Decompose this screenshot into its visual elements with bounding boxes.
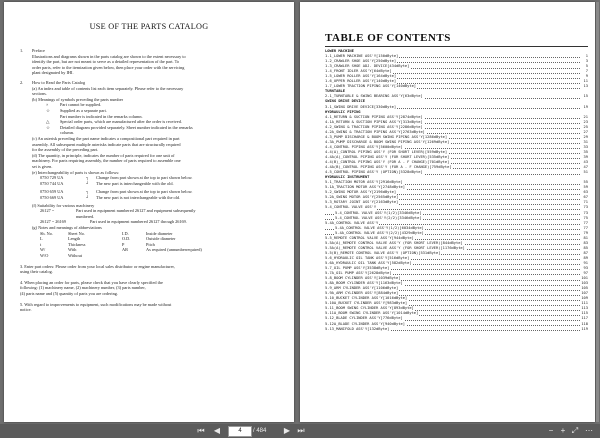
abbreviation-cell: Outside diameter [146, 236, 176, 242]
menu-icon[interactable]: ⋯ [585, 426, 593, 435]
toc-page-number: 1 [585, 54, 588, 59]
interchange-description: The new part is not interchangeable with the old. [96, 195, 181, 200]
toc-page-number: 5 [585, 64, 588, 69]
toc-page-number: 33 [583, 144, 588, 149]
paragraph-line: plant designated by IHI. [32, 70, 74, 76]
toc-entry-title: 5-5_REMOTE CONTROL VALVE ASS'Y[944dByte] [325, 235, 414, 240]
toc-entry-title: HYDRAULIC INSTRUMENT [325, 175, 370, 180]
toc-entry-title: 5-10_BUCKET CYLINDER ASS'Y[1016dByte] [325, 296, 408, 301]
toc-entry-title: 5-8A_BOOM CYLINDER ASS'Y[1163dByte] [325, 281, 403, 286]
toc-entry-title: 4-1_RETURN & SUCTION PIPING ASS'Y[2874dByte] [325, 114, 423, 119]
toc-page-number: 83 [583, 240, 588, 245]
toc-page-number: 93 [583, 266, 588, 271]
toc-entry-title: 4-4A(A)_CONTROL PIPING ASS'Y (FOR SHORT LEVER)[535dByte] [325, 154, 450, 159]
interchange-description: The new part is interchangeable with the old. [96, 180, 174, 186]
abbreviation-cell: Sh. No. [40, 230, 54, 236]
page-number-input[interactable]: 4 [228, 426, 252, 437]
toc-entry-title: 5-4A_CONTROL VALVE ASS'Y(1/2)[6034dByte] [335, 225, 424, 230]
toc-entry-title: 4-4(B)_CONTROL PIPING ASS'Y (FOR A - F CHANGE)[701dByte] [325, 160, 450, 165]
toc-page-number: 27 [583, 129, 588, 134]
paragraph-line: (c) An asterisk preceding the part name indicates a compositional part required in part [32, 136, 180, 141]
toc-entry-title: 4-5_CONTROL PIPING ASS'Y (OPTION)[5328dByte] [325, 170, 423, 175]
machine-range-description: Part used in equipment numbered 26127 through 26169. [90, 219, 187, 225]
part-code: 0750 744 UA [40, 180, 64, 186]
part-code: 0750 659 UA [40, 189, 64, 195]
toc-entry-title: 5-2A_SWING MOTOR ASS'Y[2565dByte] [325, 195, 399, 200]
part-code: 0750 669 UA [40, 195, 64, 200]
abbreviation-cell: P [122, 241, 125, 247]
toc-list [325, 49, 588, 332]
abbreviation-cell: I.D. [122, 230, 129, 236]
toc-entry-title: 5-7_OIL PUMP ASS'Y[3538dByte] [325, 266, 390, 271]
toc-page-number: 85 [583, 245, 588, 250]
toc-page-number: 118 [581, 321, 588, 326]
toc-page-number: 117 [581, 316, 588, 321]
toc-entry-title: 4-2A_SWING & TRACTION PIPING ASS'Y[2763dByte] [325, 129, 425, 134]
title-rule [325, 46, 588, 47]
toc-page-number: 47 [583, 165, 588, 170]
paragraph-line: Illustrations and diagrams shown in the parts catalog are shown to the extent necessary to [32, 53, 186, 59]
paragraph-line: (a) An index and table of contents list each item separately. Please refer to the necessary [32, 85, 184, 91]
toc-page-number: 11 [583, 79, 588, 84]
toc-page-number: 107 [581, 291, 588, 296]
toc-page-number: 51 [583, 170, 588, 175]
toc-entry-title: 5-11A_BOOM SWING CYLINDER ASS'Y[1014dByte] [325, 311, 419, 316]
toc-entry-title: 4-4A(B)_CONTROL PIPING ASS'Y (FOR A - F CHANGE)[759dByte] [325, 165, 452, 170]
toc-page-number: 31 [583, 139, 588, 144]
vertical-scrollbar[interactable] [596, 2, 599, 422]
symbol-description: Part cannot be supplied. [60, 102, 102, 108]
toc-entry-title: 5-9A_ARM CYLINDER ASS'Y[884dByte] [325, 291, 399, 296]
toc-page-number: 25 [583, 124, 588, 129]
toc-entry-title: 3-1_SWING DRIVE DEVICE[330dByte] [325, 104, 397, 109]
part-symbol-icon: ☆ [46, 108, 50, 113]
toc-page-number: 19 [583, 104, 588, 109]
toc-entry-title: 5-12_BLADE CYLINDER ASS'Y[776dByte] [325, 316, 403, 321]
toc-page-number: 119 [581, 326, 588, 331]
toc-entry-title: 5-7A_OIL PUMP ASS'Y[2628dByte] [325, 271, 392, 276]
abbreviation-cell: Thickness [68, 241, 86, 247]
toc-page-number: 73 [583, 205, 588, 210]
toc-entry-title: 5-1_TRACTION MOTOR ASS'Y[2916dByte] [325, 180, 403, 185]
part-code: 0750 729 UA [40, 175, 64, 181]
paragraph-line: Preface [32, 48, 45, 53]
toc-entry-title: 5-11_BOOM SWING CYLINDER ASS'Y[893dByte] [325, 306, 414, 311]
toc-page-number: 59 [583, 185, 588, 190]
toc-page-number: 39 [583, 154, 588, 159]
toc-entry-title: 4-2_SWING & TRACTION PIPING ASS'Y[2286dByte] [325, 124, 423, 129]
last-page-icon[interactable]: ⏭ [297, 426, 305, 435]
toc-entry-title: 5-3_ROTARY JOINT ASS'Y[2163dByte] [325, 200, 399, 205]
toc-page-number: 81 [583, 235, 588, 240]
symbol-description: Special order parts, which are manufactured after the order is received. [60, 119, 182, 125]
paragraph-line: identify the part, but are not meant to serve as a detailed representation of the part. To [32, 59, 180, 65]
paragraph-line: set is given. [32, 164, 53, 169]
toc-entry-title: 4-4_CONTROL PIPING ASS'Y[5600dByte] [325, 144, 403, 149]
toc-entry-title: 4-3_PUMP DISCHARGE & BOOM SWING PIPING ASS'Y[1286dByte] [325, 134, 448, 139]
toc-page-number: 23 [583, 119, 588, 124]
paragraph-line: How to Read the Parts Catalog [32, 80, 86, 85]
page-use-of-catalog [4, 2, 294, 422]
toc-entry-title: 5-5A(A)_REMOTE CONTROL VALVE ASS'Y (FOR SHORT LEVER)[1176dByte] [325, 245, 465, 250]
abbreviation-cell: Sheet No. [68, 230, 85, 236]
part-symbol-icon: ☆ [46, 124, 50, 130]
page-total: / 484 [253, 428, 267, 434]
paragraph-line: assembly. All subsequent multiple asterisks indicate parts that are structurally required [32, 141, 181, 147]
toc-entry-title: 5-10A_BUCKET CYLINDER ASS'Y[983dByte] [325, 301, 408, 306]
prev-page-icon[interactable]: ◀ [213, 426, 221, 435]
toc-entry-title: 1-6_UPPER ROLLER ASS'Y[140dByte] [325, 79, 397, 84]
symbol-description: column. [60, 130, 74, 136]
abbreviation-cell: L [40, 236, 43, 242]
toc-page-number: 103 [581, 281, 588, 286]
toc-page-number: 77 [583, 225, 588, 230]
toc-page-number: 29 [583, 134, 588, 139]
toc-entry-title: 4-3A_PUMP DISCHARGE & BOOM SWING PIPING ASS'Y[1269dByte] [325, 139, 450, 144]
toc-entry-title: 5-4A_CONTROL VALVE ASS'Y [325, 220, 379, 225]
toc-entry-title: 5-2_SWING MOTOR ASS'Y[2196dByte] [325, 190, 397, 195]
paragraph-line: 3. Enter part orders: Please order from your local sales distributor or engine manufacturer, [20, 263, 175, 269]
toc-entry-title: 5-4_CONTROL VALVE ASS'Y(1/2)[3346dByte] [335, 210, 422, 215]
toc-entry-title: 5-8_BOOM CYLINDER ASS'Y[1039dByte] [325, 276, 401, 281]
arrow-icon: ┘ [86, 180, 90, 186]
toc-page-number: 111 [581, 301, 588, 306]
toc-entry-title: HYDRAULIC PIPING [325, 109, 361, 114]
machine-range: 26127 ~ [40, 208, 55, 214]
paragraph-line: (d) The quantity, in principle, indicates the number of parts required for one unit of [32, 152, 175, 158]
section-number: 1. [20, 48, 24, 53]
machine-range-description: numbered. [76, 213, 95, 219]
toc-page-number: 97 [583, 271, 588, 276]
toc-page-number: 89 [583, 255, 588, 260]
toc-page-number: 9 [585, 74, 588, 79]
toc-entry-title: 5-12A_BLADE CYLINDER ASS'Y[940dByte] [325, 321, 405, 326]
toc-entry-title: 5-4_CONTROL VALVE ASS'Y [325, 205, 377, 210]
paragraph-line: (g) Notes and meanings of abbreviations [32, 225, 102, 230]
next-page-icon[interactable]: ▶ [283, 426, 291, 435]
toc-entry-title: 1-2_CRAWLER SHOE ASS'Y[250dByte] [325, 59, 397, 64]
paragraph-line: (4) parts name and (5) quantity of parts you are ordering. [20, 291, 118, 296]
paragraph-line: for the assembly of the preceding part. [32, 147, 99, 153]
toc-page-number: 15 [583, 94, 588, 99]
toc-page-number: 87 [583, 250, 588, 255]
toc-entry-title: 1-7_LOWER TRACTION PIPING ASS'Y[140dByte] [325, 84, 417, 89]
abbreviation-cell: Without [68, 253, 82, 258]
paragraph-line: notice. [20, 307, 32, 313]
toc-page-number: 115 [581, 311, 588, 316]
paragraph-line: following: (1) machinery name, (2) machinery number, (3) parts number, [20, 285, 146, 291]
toc-entry-title: 1-3_CRAWLER SHOE ADJ. DEVICE[434dByte] [325, 64, 410, 69]
fit-page-icon[interactable]: ⤢ [571, 426, 579, 435]
toc-page-number: 79 [583, 230, 588, 235]
arrow-icon: ┐ [86, 175, 90, 181]
toc-page-number: 101 [581, 276, 588, 281]
paragraph-line: 5. With regard to improvements to equipment, such modifications may be made without [20, 301, 172, 307]
toc-page-number: 35 [583, 149, 588, 154]
viewer-toolbar [0, 424, 600, 438]
toc-entry-title: 1-1_LOWER MACHINE ASS'Y[150dByte] [325, 54, 399, 59]
paragraph-line: sections. [32, 91, 47, 97]
zoom-out-icon[interactable]: − [548, 426, 554, 435]
abbreviation-cell: Length [68, 236, 81, 242]
arrow-icon: ┘ [86, 195, 90, 200]
toc-page-number: 73 [583, 210, 588, 215]
symbol-description: Part number is indicated in the remarks column. [60, 113, 143, 119]
abbreviation-cell: As required (unnumberrequired) [146, 247, 202, 253]
interchange-description: Change from part shown at the top to part shown below. [96, 175, 193, 181]
toc-title: TABLE OF CONTENTS [325, 32, 451, 44]
abbreviation-cell: AR [122, 247, 128, 253]
toc-entry-title: 4-1A_RETURN & SUCTION PIPING ASS'Y[313dByte] [325, 119, 423, 124]
toc-entry-title: 5-13_MANIFOLD ASS'Y[132dByte] [325, 326, 390, 331]
abbreviation-cell: Inside diameter [146, 230, 173, 236]
toc-entry-title: 2-1_TURNTABLE & SWING BEARING ASS'Y[63dByte] [325, 94, 423, 99]
toc-page-number: 105 [581, 286, 588, 291]
toc-page-number: 63 [583, 190, 588, 195]
toc-entry-title: 5-1A_TRACTION MOTOR ASS'Y[2748dByte] [325, 185, 405, 190]
toc-page-number: 113 [581, 306, 588, 311]
toc-page-number: 7 [585, 69, 588, 74]
toc-entry-title: TURNTABLE [325, 89, 345, 94]
zoom-in-icon[interactable]: + [560, 426, 566, 435]
machine-range: 26127 ~ 26169 [40, 219, 66, 225]
toc-page-number: 3 [585, 59, 588, 64]
arrow-icon: ┐ [86, 189, 90, 195]
paragraph-line: machinery. For parts requiring assembly, the number of parts required to assemble one [32, 158, 181, 164]
toc-entry-title: 5-6A_HYDRAULIC OIL TANK ASS'Y[582dByte] [325, 260, 412, 265]
paragraph-line: (e) Interchangeability of parts is shown as follows: [32, 169, 120, 175]
paragraph-line: (b) Meanings of symbols preceding the parts number [32, 96, 124, 102]
toc-entry-title: 5-4A_CONTROL VALVE ASS'Y(2/2)[4329dByte] [335, 230, 424, 235]
part-symbol-icon: △ [46, 119, 50, 125]
interchange-description: Change from part shown at the top to part shown below. [96, 189, 193, 195]
toc-page-number: 21 [583, 114, 588, 119]
section-number: 2. [20, 80, 24, 85]
abbreviation-cell: O.D. [122, 236, 131, 242]
toc-entry[interactable] [325, 327, 588, 332]
part-symbol-icon: × [46, 102, 49, 108]
toc-page-number: 67 [583, 195, 588, 200]
toc-entry-title: 4-4(A)_CONTROL PIPING ASS'Y (FOR SHORT LEVER)[559dByte] [325, 149, 448, 154]
paragraph-line: 4. When placing an order for parts, please check that you have clearly specified the [20, 279, 163, 285]
toc-page-number: 77 [583, 220, 588, 225]
paragraph-line: (f) Suitability for various machinery [32, 202, 95, 208]
toc-entry-title: LOWER MACHINE [325, 49, 354, 53]
paragraph-line: using their catalog. [20, 269, 53, 275]
toc-entry-title: 5-9_ARM CYLINDER ASS'Y[1106dByte] [325, 286, 399, 291]
toc-page-number: 13 [583, 84, 588, 89]
toc-entry-title: 1-5_LOWER ROLLER ASS'Y[164dByte] [325, 74, 397, 79]
toc-entry-title: SWING DRIVE DEVICE [325, 99, 365, 104]
toc-entry-title: 5-4_CONTROL VALVE ASS'Y(2/2)[3346dByte] [335, 215, 422, 220]
toc-entry-title: 1-4_FRONT IDLER ASS'Y[64dByte] [325, 69, 392, 74]
toc-entry-title: 5-6_HYDRAULIC OIL TANK ASS'Y[516dByte] [325, 255, 410, 260]
toc-page-number: 71 [583, 200, 588, 205]
symbol-description: Detailed diagram provided separately. Sheet number indicated in the remarks [60, 124, 193, 130]
page-table-of-contents [300, 2, 595, 422]
machine-range-description: Part used in equipment numbered 26127 and equipment subsequently [76, 208, 196, 214]
paragraph-line: order parts, refer to the itemization given below, then place your order with the servicing [32, 64, 185, 70]
toc-entry-title: 5-5(B)_REMOTE CONTROL VALVE ASS'Y (OPTION)[531dByte] [325, 250, 441, 255]
symbol-description: Supplied as a separate part. [60, 108, 107, 113]
toc-page-number: 55 [583, 180, 588, 185]
toc-entry-title: 5-5A(A)_REMOTE CONTROL VALVE ASS'Y (FOR SHORT LEVER)[844dByte] [325, 240, 463, 245]
abbreviation-cell: W/ [40, 247, 46, 253]
abbreviation-cell: With [68, 247, 77, 253]
toc-page-number: 75 [583, 215, 588, 220]
toc-page-number: 43 [583, 160, 588, 165]
toc-page-number: 91 [583, 260, 588, 265]
first-page-icon[interactable]: ⏮ [197, 426, 205, 435]
abbreviation-cell: t [40, 241, 42, 247]
abbreviation-cell: Pitch [146, 241, 155, 247]
abbreviation-cell: W/O [40, 253, 49, 258]
toc-page-number: 109 [581, 296, 588, 301]
page-title: USE OF THE PARTS CATALOG [89, 22, 209, 31]
